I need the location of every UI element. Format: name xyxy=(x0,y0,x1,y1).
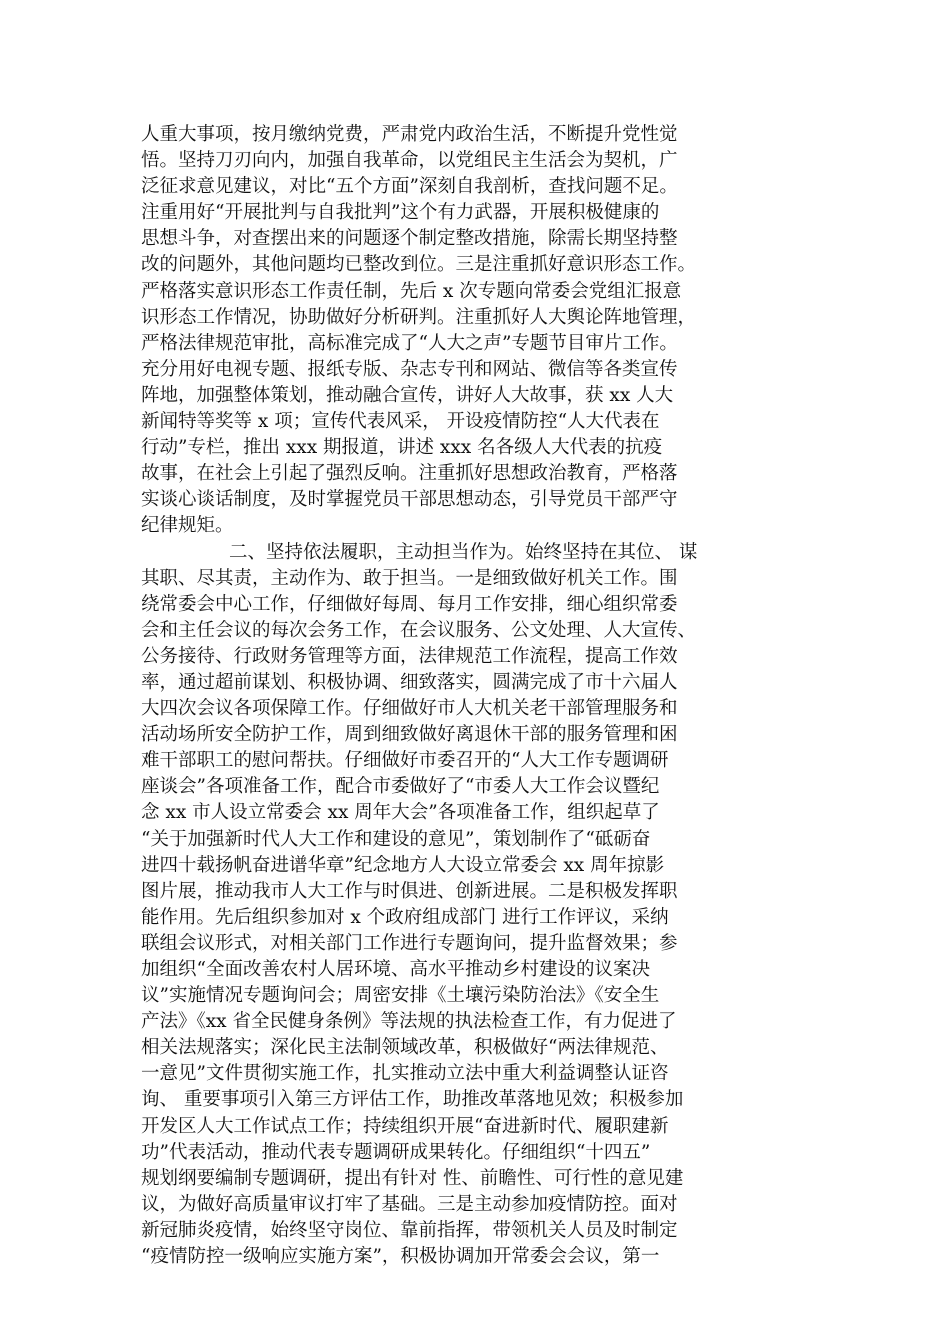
text-line: 阵地，加强整体策划，推动融合宣传，讲好人大故事，获 xx 人大 xyxy=(141,384,674,406)
text-line: 识形态工作情况，协助做好分析研判。注重抓好人大舆论阵地管理， xyxy=(141,306,697,328)
text-line: 绕常委会中心工作，仔细做好每周、每月工作安排，细心组织常委 xyxy=(141,593,678,615)
text-line: 严格落实意识形态工作责任制，先后 x 次专题向常委会党组汇报意 xyxy=(141,280,682,302)
text-line: 一意见”文件贯彻实施工作，扎实推动立法中重大利益调整认证咨 xyxy=(141,1063,669,1085)
text-line: 改的问题外，其他问题均已整改到位。三是注重抓好意识形态工作。 xyxy=(141,254,697,276)
text-line: 大四次会议各项保障工作。仔细做好市人大机关老干部管理服务和 xyxy=(141,698,678,720)
text-line: 联组会议形式，对相关部门工作进行专题询问，提升监督效果；参 xyxy=(141,932,678,954)
text-line: “关于加强新时代人大工作和建设的意见”，策划制作了“砥砺奋 xyxy=(141,828,651,850)
text-line: 活动场所安全防护工作，周到细致做好离退休干部的服务管理和困 xyxy=(141,724,678,746)
text-line: 规划纲要编制专题调研，提出有针对 性、前瞻性、可行性的意见建 xyxy=(141,1167,684,1189)
text-line: 念 xx 市人设立常委会 xx 周年大会”各项准备工作，组织起草了 xyxy=(141,802,660,824)
text-line: 泛征求意见建议，对比“五个方面”深刻自我剖析，查找问题不足。 xyxy=(141,176,678,198)
text-line: 能作用。先后组织参加对 x 个政府组成部门 进行工作评议，采纳 xyxy=(141,906,669,928)
text-line: 功”代表活动，推动代表专题调研成果转化。仔细组织“十四五” xyxy=(141,1141,651,1163)
text-line: 实谈心谈话制度，及时掌握党员干部思想动态，引导党员干部严守 xyxy=(141,489,678,511)
text-line: 加组织“全面改善农村人居环境、高水平推动乡村建设的议案决 xyxy=(141,959,650,980)
text-line: 悟。坚持刀刃向内，加强自我革命，以党组民主生活会为契机，广 xyxy=(141,150,678,172)
text-line: “疫情防控一级响应实施方案”，积极协调加开常委会会议，第一 xyxy=(141,1246,660,1268)
document-body-text xyxy=(141,122,831,1270)
text-line: 会和主任会议的每次会务工作，在会议服务、公文处理、人大宣传、 xyxy=(141,619,697,641)
text-line: 严格法律规范审批，高标准完成了“人大之声”专题节目审片工作。 xyxy=(141,332,678,354)
text-line: 议”实施情况专题询问会；周密安排《土壤污染防治法》《安全生 xyxy=(141,985,660,1007)
text-line: 新闻特等奖等 x 项；宣传代表风采， 开设疫情防控“人大代表在 xyxy=(141,411,660,433)
text-line: 充分用好电视专题、报纸专版、杂志专刊和网站、微信等各类宣传 xyxy=(141,358,678,380)
text-line: 率，通过超前谋划、积极协调、细致落实，圆满完成了市十六届人 xyxy=(141,671,678,693)
text-line: 新冠肺炎疫情，始终坚守岗位、靠前指挥，带领机关人员及时制定 xyxy=(141,1219,678,1241)
text-line: 座谈会”各项准备工作，配合市委做好了“市委人大工作会议暨纪 xyxy=(141,776,660,798)
text-line: 进四十载扬帆奋进谱华章”纪念地方人大设立常委会 xx 周年掠影 xyxy=(141,854,665,876)
text-line: 相关法规落实；深化民主法制领域改革，积极做好“两法律规范、 xyxy=(141,1037,669,1059)
text-line: 产法》《xx 省全民健身条例》等法规的执法检查工作，有力促进了 xyxy=(141,1011,677,1033)
text-line: 询、 重要事项引入第三方评估工作，助推改革落地见效；积极参加 xyxy=(141,1089,684,1111)
text-line: 人重大事项，按月缴纳党费，严肃党内政治生活，不断提升党性觉 xyxy=(141,124,678,145)
section-heading-line: 二、坚持依法履职，主动担当作为。始终坚持在其位、 谋 xyxy=(229,541,698,563)
text-line: 注重用好“开展批判与自我批判”这个有力武器，开展积极健康的 xyxy=(141,202,660,224)
text-line: 公务接待、行政财务管理等方面，法律规范工作流程，提高工作效 xyxy=(141,645,678,667)
text-line: 思想斗争，对查摆出来的问题逐个制定整改措施，除需长期坚持整 xyxy=(141,228,678,250)
text-line: 故事，在社会上引起了强烈反响。注重抓好思想政治教育，严格落 xyxy=(141,463,678,485)
text-line: 难干部职工的慰问帮扶。仔细做好市委召开的“人大工作专题调研 xyxy=(141,750,669,772)
text-line: 图片展，推动我市人大工作与时俱进、创新进展。二是积极发挥职 xyxy=(141,880,678,902)
text-line: 开发区人大工作试点工作；持续组织开展“奋进新时代、履职建新 xyxy=(141,1115,669,1137)
text-line: 其职、尽其责，主动作为、敢于担当。一是细致做好机关工作。围 xyxy=(141,567,678,589)
text-line: 议，为做好高质量审议打牢了基础。三是主动参加疫情防控。面对 xyxy=(141,1193,678,1215)
text-line: 纪律规矩。 xyxy=(141,515,234,537)
text-line: 行动”专栏，推出 xxx 期报道，讲述 xxx 名各级人大代表的抗疫 xyxy=(141,437,663,459)
